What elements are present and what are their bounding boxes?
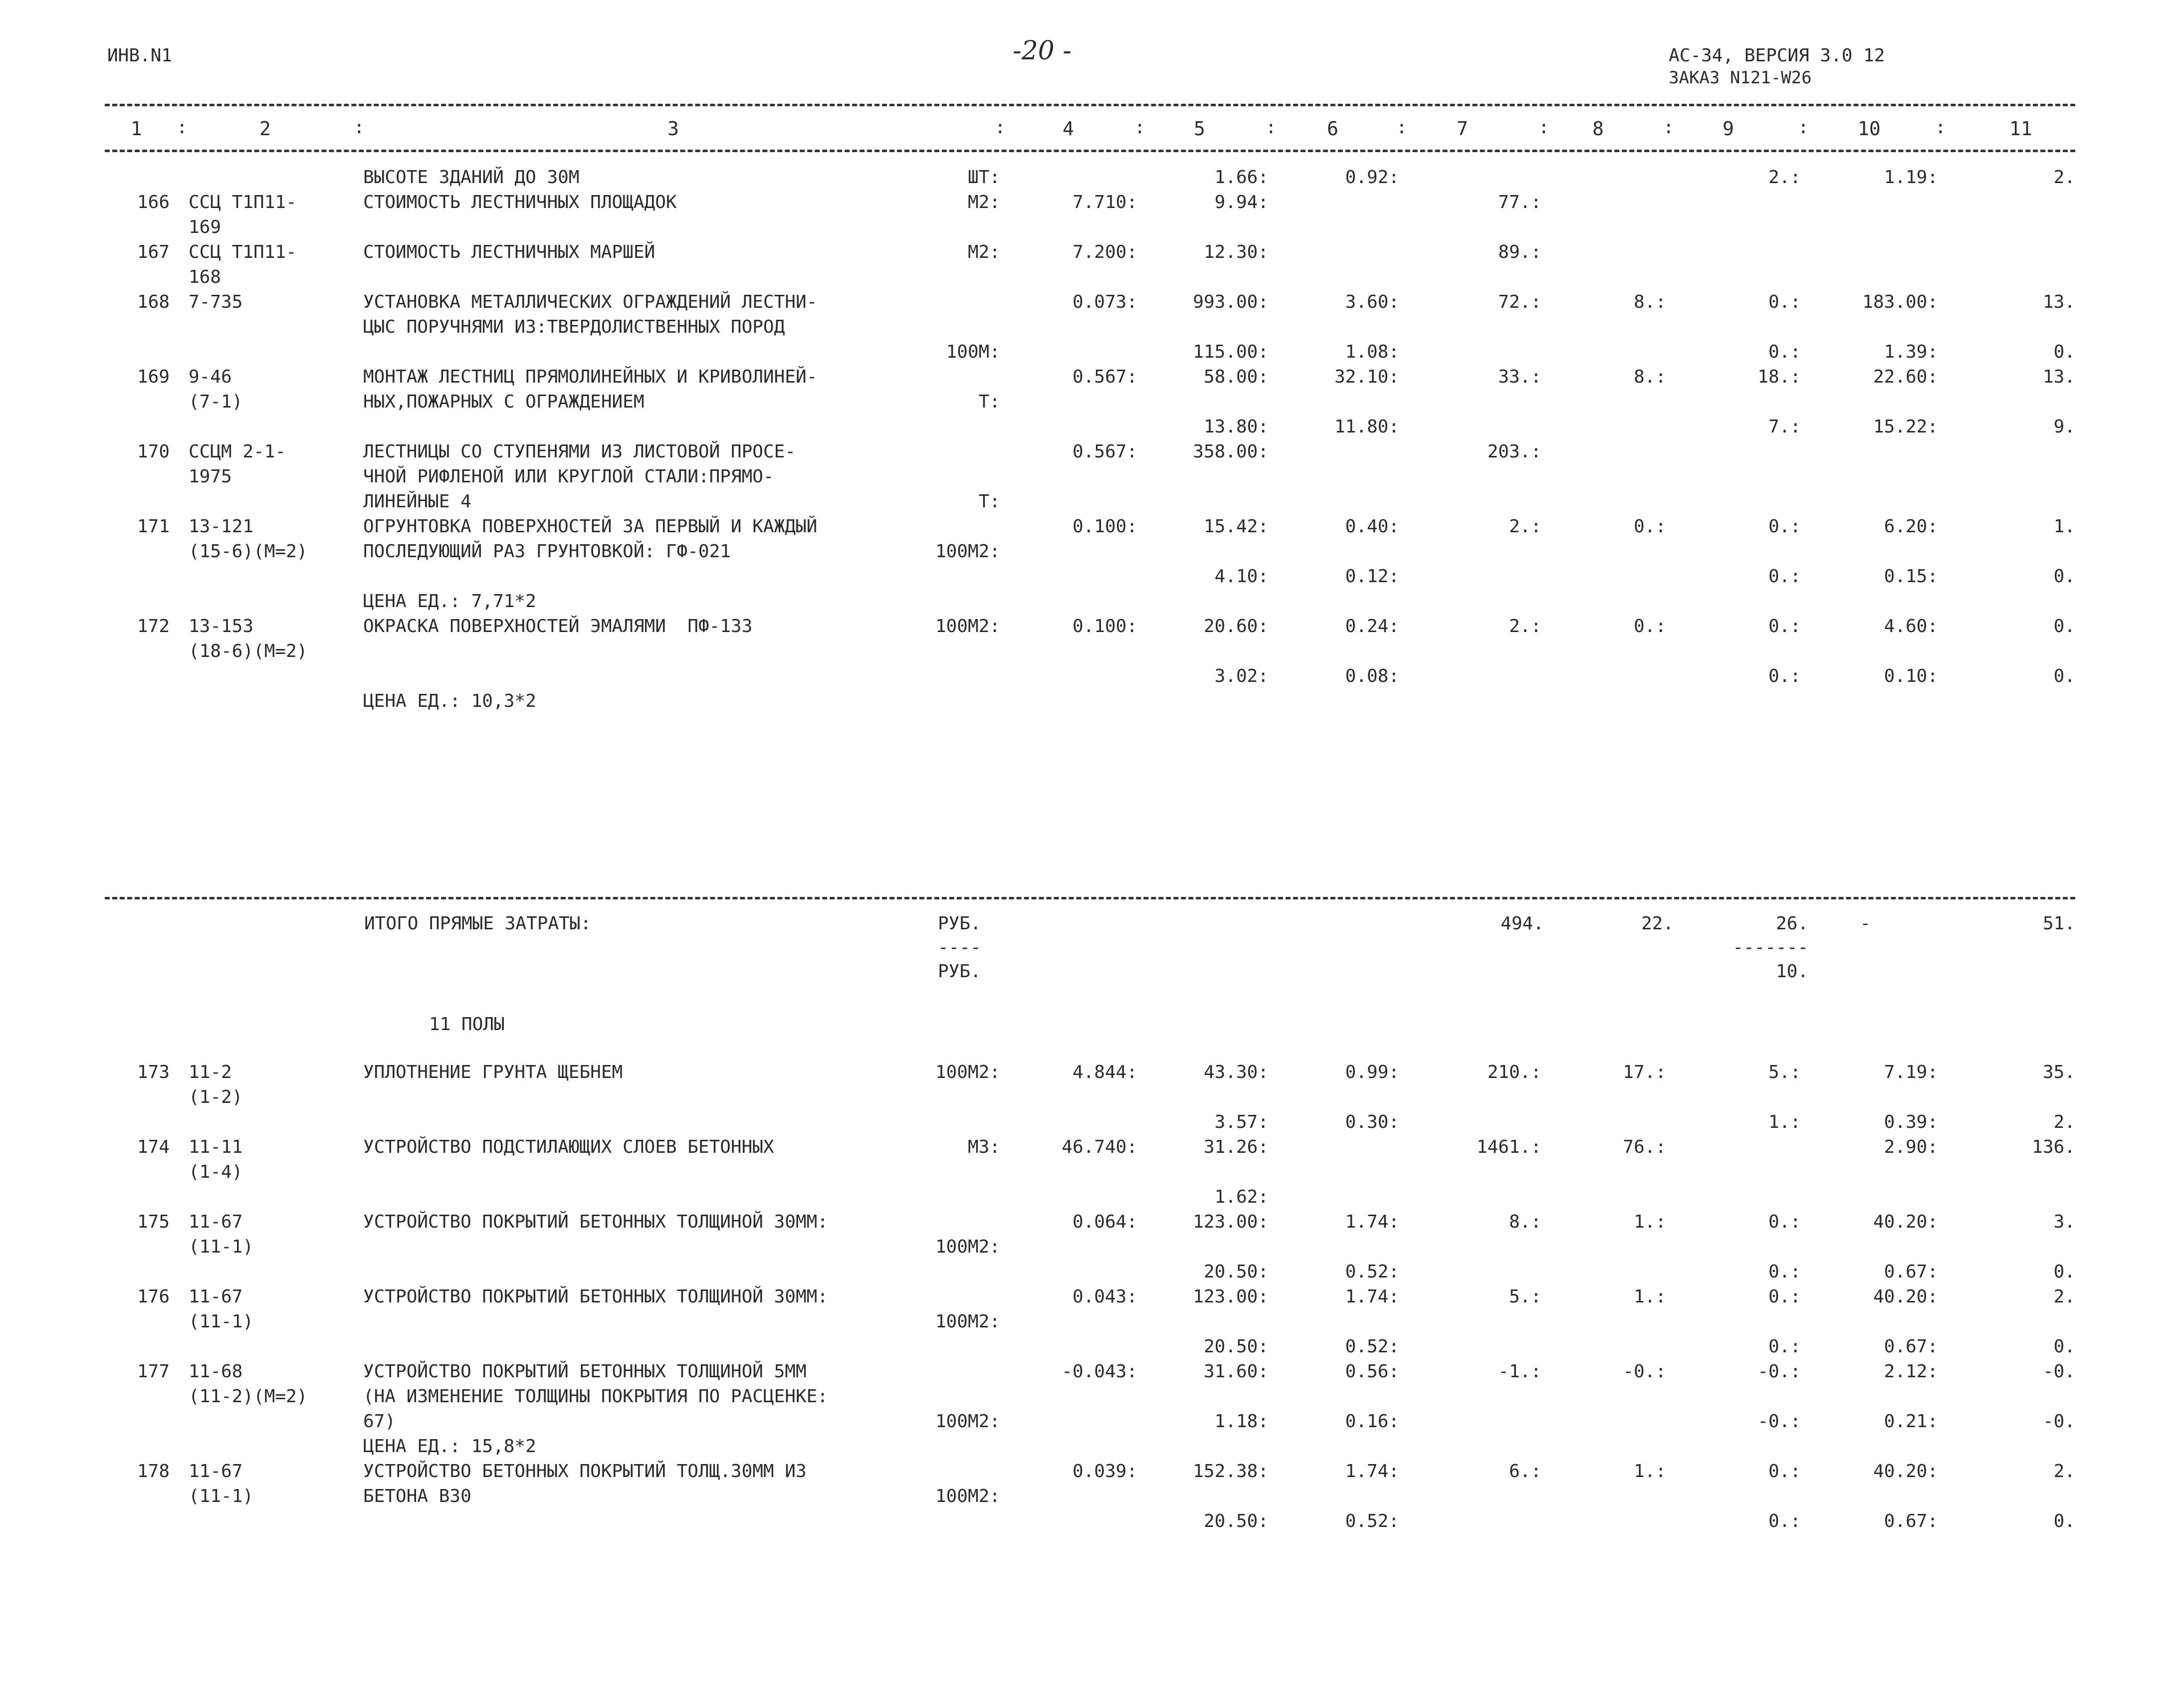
cell-col-x: 0.: (1768, 566, 1801, 587)
cell-col-w: 0.92: (1345, 167, 1399, 188)
cell-col-p: 152.38: (1193, 1461, 1269, 1482)
cell-col-z: 0. (2053, 1262, 2075, 1282)
cell-col-x: 1.: (1768, 1112, 1801, 1132)
cell-col-s: -1.: (1498, 1361, 1541, 1382)
cell-col-y: 4.60: (1884, 616, 1938, 637)
cell-col-q: 7.200: (1072, 242, 1137, 262)
cell-col-x: 5.: (1768, 1062, 1801, 1082)
work-description: ЦЕНА ЕД.: 7,71*2 (363, 591, 536, 612)
column-number: 1 (131, 118, 142, 140)
cell-col-s: 77.: (1498, 192, 1541, 213)
column-number: 11 (2009, 118, 2032, 140)
cell-col-m: 1.: (1633, 1212, 1666, 1232)
cell-col-y: 2.90: (1884, 1137, 1938, 1157)
cell-col-w: 0.12: (1345, 566, 1399, 587)
cell-col-m: 1.: (1633, 1286, 1666, 1307)
cell-col-p: 993.00: (1193, 292, 1269, 312)
column-separator: : (1266, 117, 1277, 138)
cell-col-m: 8.: (1633, 292, 1666, 312)
totals-col11: 51. (2042, 913, 2075, 934)
cell-col-y: 2.12: (1884, 1361, 1938, 1382)
cell-col-w: 1.08: (1345, 342, 1399, 362)
work-description: УСТРОЙСТВО ПОКРЫТИЙ БЕТОННЫХ ТОЛЩИНОЙ 5ММ (363, 1361, 807, 1382)
column-number: 10 (1858, 118, 1881, 140)
cell-col-p: 20.50: (1203, 1336, 1269, 1357)
inventory-label: ИНВ.N1 (107, 45, 173, 66)
cell-col-p: 20.50: (1203, 1511, 1269, 1531)
rate-code: 13-121 (189, 516, 254, 537)
order-number: ЗАКАЗ N121-W26 (1669, 68, 1812, 88)
cell-col-x: 0.: (1768, 616, 1801, 637)
totals-unit-dashes: ---- (938, 937, 981, 958)
column-separator: : (995, 117, 1006, 138)
work-description: БЕТОНА В30 (363, 1486, 471, 1506)
rate-code: (11-1) (189, 1237, 254, 1257)
cell-col-p: 12.30: (1203, 242, 1269, 262)
work-description: СТОИМОСТЬ ЛЕСТНИЧНЫХ МАРШЕЙ (363, 242, 655, 262)
cell-col-q: 0.043: (1072, 1286, 1137, 1307)
work-description: УПЛОТНЕНИЕ ГРУНТА ЩЕБНЕМ (363, 1062, 623, 1082)
cell-col-q: 0.039: (1072, 1461, 1137, 1482)
cell-col-z: 35. (2042, 1062, 2075, 1082)
rate-code: (1-4) (189, 1162, 243, 1182)
column-number: 8 (1592, 118, 1604, 140)
line-number: 169 (137, 367, 170, 387)
cell-col-p: 58.00: (1203, 367, 1269, 387)
cell-col-p: 15.42: (1203, 516, 1269, 537)
cell-col-y: 183.00: (1862, 292, 1938, 312)
unit-of-measure: ШТ: (967, 167, 1000, 188)
cell-col-q: 4.844: (1072, 1062, 1137, 1082)
cell-col-y: 40.20: (1873, 1286, 1938, 1307)
cell-col-m: 0.: (1633, 516, 1666, 537)
rate-code: ССЦМ 2-1- (189, 441, 286, 462)
line-number: 168 (137, 292, 170, 312)
rate-code: (15-6)(М=2) (189, 541, 308, 562)
cell-col-z: 2. (2053, 1286, 2075, 1307)
rate-code: 1975 (189, 466, 232, 487)
work-description: ЧНОЙ РИФЛЕНОЙ ИЛИ КРУГЛОЙ СТАЛИ:ПРЯМО- (363, 466, 774, 487)
cell-col-z: 0. (2053, 1511, 2075, 1531)
column-separator: : (177, 117, 188, 138)
line-number: 171 (137, 516, 170, 537)
cell-col-x: 7.: (1768, 417, 1801, 437)
cell-col-z: 3. (2053, 1212, 2075, 1232)
line-number: 172 (137, 616, 170, 637)
cell-col-z: 0. (2053, 616, 2075, 637)
cell-col-w: 0.52: (1345, 1262, 1399, 1282)
cell-col-p: 20.60: (1203, 616, 1269, 637)
totals-col9-second: 10. (1775, 961, 1808, 982)
cell-col-p: 9.94: (1214, 192, 1269, 213)
totals-col10: - (1860, 913, 1871, 934)
column-number: 5 (1194, 118, 1205, 140)
cell-col-x: 0.: (1768, 1286, 1801, 1307)
cell-col-m: -0.: (1623, 1361, 1666, 1382)
cell-col-y: 7.19: (1884, 1062, 1938, 1082)
cell-col-p: 1.18: (1214, 1411, 1269, 1432)
rate-code: 11-67 (189, 1286, 243, 1307)
rate-code: (18-6)(М=2) (189, 641, 308, 661)
cell-col-q: 0.567: (1072, 441, 1137, 462)
cell-col-y: 1.19: (1884, 167, 1938, 188)
line-number: 178 (137, 1461, 170, 1482)
cell-col-z: 0. (2053, 666, 2075, 686)
cell-col-m: 76.: (1623, 1137, 1666, 1157)
cell-col-s: 1461.: (1476, 1137, 1541, 1157)
rate-code: (11-1) (189, 1486, 254, 1506)
rate-code: 11-67 (189, 1461, 243, 1482)
unit-of-measure: М3: (967, 1137, 1000, 1157)
line-number: 166 (137, 192, 170, 213)
totals-label: ИТОГО ПРЯМЫЕ ЗАТРАТЫ: (364, 913, 592, 934)
column-number: 2 (259, 118, 271, 140)
cell-col-p: 43.30: (1203, 1062, 1269, 1082)
line-number: 177 (137, 1361, 170, 1382)
cell-col-w: 0.30: (1345, 1112, 1399, 1132)
cell-col-s: 2.: (1509, 616, 1541, 637)
work-description: МОНТАЖ ЛЕСТНИЦ ПРЯМОЛИНЕЙНЫХ И КРИВОЛИНЕЙ- (363, 367, 818, 387)
column-separator: : (1663, 117, 1674, 138)
cell-col-x: 0.: (1768, 1511, 1801, 1531)
cell-col-q: 0.567: (1072, 367, 1137, 387)
work-description: СТОИМОСТЬ ЛЕСТНИЧНЫХ ПЛОЩАДОК (363, 192, 677, 213)
line-number: 170 (137, 441, 170, 462)
work-description: ПОСЛЕДУЮЩИЙ РАЗ ГРУНТОВКОЙ: ГФ-021 (363, 541, 731, 562)
work-description: УСТРОЙСТВО БЕТОННЫХ ПОКРЫТИЙ ТОЛЩ.30ММ ИЗ (363, 1461, 807, 1482)
cell-col-x: -0.: (1757, 1361, 1801, 1382)
cell-col-m: 8.: (1633, 367, 1666, 387)
cell-col-p: 358.00: (1193, 441, 1269, 462)
rate-code: 11-11 (189, 1137, 243, 1157)
cell-col-z: 13. (2042, 367, 2075, 387)
cell-col-x: 0.: (1768, 516, 1801, 537)
cell-col-y: 6.20: (1884, 516, 1938, 537)
column-separator: : (354, 117, 365, 138)
cell-col-z: 2. (2053, 167, 2075, 188)
header-top-rule (105, 104, 2075, 106)
cell-col-w: 1.74: (1345, 1212, 1399, 1232)
cell-col-m: 0.: (1633, 616, 1666, 637)
work-description: УСТАНОВКА МЕТАЛЛИЧЕСКИХ ОГРАЖДЕНИЙ ЛЕСТНИ- (363, 292, 818, 312)
cell-col-x: 0.: (1768, 1336, 1801, 1357)
column-number: 3 (667, 118, 679, 140)
cell-col-p: 13.80: (1203, 417, 1269, 437)
unit-of-measure: 100М2: (935, 616, 1000, 637)
cell-col-y: 0.39: (1884, 1112, 1938, 1132)
cell-col-x: 0.: (1768, 292, 1801, 312)
cell-col-z: 2. (2053, 1112, 2075, 1132)
work-description: НЫХ,ПОЖАРНЫХ С ОГРАЖДЕНИЕМ (363, 392, 645, 412)
cell-col-q: 0.073: (1072, 292, 1137, 312)
line-number: 175 (137, 1212, 170, 1232)
rate-code: (11-1) (189, 1311, 254, 1332)
cell-col-p: 123.00: (1193, 1286, 1269, 1307)
cell-col-w: 1.74: (1345, 1461, 1399, 1482)
work-description: УСТРОЙСТВО ПОКРЫТИЙ БЕТОННЫХ ТОЛЩИНОЙ 30ММ: (363, 1286, 828, 1307)
cell-col-z: 2. (2053, 1461, 2075, 1482)
rate-code: 11-68 (189, 1361, 243, 1382)
cell-col-s: 72.: (1498, 292, 1541, 312)
cell-col-z: -0. (2042, 1411, 2075, 1432)
work-description: ЛИНЕЙНЫЕ 4 (363, 491, 471, 512)
cell-col-s: 8.: (1509, 1212, 1541, 1232)
cell-col-p: 3.02: (1214, 666, 1269, 686)
column-separator: : (1134, 117, 1145, 138)
unit-of-measure: 100М: (946, 342, 1000, 362)
cell-col-w: 11.80: (1334, 417, 1399, 437)
rate-code: 11-2 (189, 1062, 232, 1082)
unit-of-measure: 100М2: (935, 1311, 1000, 1332)
cell-col-w: 0.40: (1345, 516, 1399, 537)
line-number: 176 (137, 1286, 170, 1307)
rate-code: ССЦ Т1П11- (189, 242, 297, 262)
cell-col-y: 40.20: (1873, 1461, 1938, 1482)
line-number: 167 (137, 242, 170, 262)
cell-col-q: 0.100: (1072, 616, 1137, 637)
rate-code: (1-2) (189, 1087, 243, 1107)
rate-code: (7-1) (189, 392, 243, 412)
page-number: -20 - (1013, 36, 1072, 66)
cell-col-x: -0.: (1757, 1411, 1801, 1432)
cell-col-z: -0. (2042, 1361, 2075, 1382)
unit-of-measure: 100М2: (935, 541, 1000, 562)
totals-unit-second: РУБ. (938, 961, 981, 982)
cell-col-x: 0.: (1768, 342, 1801, 362)
cell-col-x: 0.: (1768, 666, 1801, 686)
cell-col-x: 0.: (1768, 1212, 1801, 1232)
cell-col-w: 0.99: (1345, 1062, 1399, 1082)
cell-col-p: 115.00: (1193, 342, 1269, 362)
cell-col-x: 2.: (1768, 167, 1801, 188)
rate-code: 168 (189, 267, 221, 287)
cell-col-p: 1.62: (1214, 1187, 1269, 1207)
work-description: ЦЕНА ЕД.: 15,8*2 (363, 1436, 536, 1457)
line-number: 173 (137, 1062, 170, 1082)
cell-col-p: 20.50: (1203, 1262, 1269, 1282)
cell-col-z: 0. (2053, 566, 2075, 587)
cell-col-s: 203.: (1487, 441, 1541, 462)
cell-col-q: 7.710: (1072, 192, 1137, 213)
cell-col-p: 123.00: (1193, 1212, 1269, 1232)
cell-col-p: 3.57: (1214, 1112, 1269, 1132)
cell-col-y: 0.67: (1884, 1511, 1938, 1531)
rate-code: 9-46 (189, 367, 232, 387)
cell-col-y: 1.39: (1884, 342, 1938, 362)
cell-col-y: 15.22: (1873, 417, 1938, 437)
totals-top-rule (105, 897, 2075, 899)
cell-col-y: 40.20: (1873, 1212, 1938, 1232)
cell-col-s: 33.: (1498, 367, 1541, 387)
cell-col-w: 0.52: (1345, 1511, 1399, 1531)
cell-col-q: 46.740: (1062, 1137, 1137, 1157)
rate-code: ССЦ Т1П11- (189, 192, 297, 213)
totals-col8: 22. (1641, 913, 1674, 934)
totals-unit: РУБ. (938, 913, 981, 934)
rate-code: 11-67 (189, 1212, 243, 1232)
work-description: 67) (363, 1411, 396, 1432)
unit-of-measure: М2: (967, 242, 1000, 262)
column-separator: : (1396, 117, 1407, 138)
totals-col9-dashes: ------- (1733, 937, 1808, 958)
cell-col-x: 18.: (1757, 367, 1801, 387)
cell-col-y: 0.67: (1884, 1336, 1938, 1357)
unit-of-measure: Т: (978, 491, 1000, 512)
cell-col-q: -0.043: (1062, 1361, 1137, 1382)
work-description: УСТРОЙСТВО ПОКРЫТИЙ БЕТОННЫХ ТОЛЩИНОЙ 30ММ: (363, 1212, 828, 1232)
unit-of-measure: Т: (978, 392, 1000, 412)
column-number: 7 (1457, 118, 1468, 140)
cell-col-w: 0.08: (1345, 666, 1399, 686)
cell-col-s: 6.: (1509, 1461, 1541, 1482)
cell-col-z: 1. (2053, 516, 2075, 537)
cell-col-z: 0. (2053, 1336, 2075, 1357)
cell-col-y: 22.60: (1873, 367, 1938, 387)
cell-col-q: 0.100: (1072, 516, 1137, 537)
column-number: 6 (1327, 118, 1338, 140)
rate-code: (11-2)(М=2) (189, 1386, 308, 1407)
cell-col-y: 0.21: (1884, 1411, 1938, 1432)
column-separator: : (1935, 117, 1946, 138)
column-number: 9 (1723, 118, 1734, 140)
rate-code: 7-735 (189, 292, 243, 312)
cell-col-q: 0.064: (1072, 1212, 1137, 1232)
cell-col-w: 0.16: (1345, 1411, 1399, 1432)
cell-col-s: 5.: (1509, 1286, 1541, 1307)
work-description: УСТРОЙСТВО ПОДСТИЛАЮЩИХ СЛОЕВ БЕТОННЫХ (363, 1137, 774, 1157)
cell-col-w: 0.56: (1345, 1361, 1399, 1382)
line-number: 174 (137, 1137, 170, 1157)
cell-col-p: 1.66: (1214, 167, 1269, 188)
cell-col-y: 0.15: (1884, 566, 1938, 587)
work-description: ЛЕСТНИЦЫ СО СТУПЕНЯМИ ИЗ ЛИСТОВОЙ ПРОСЕ- (363, 441, 796, 462)
unit-of-measure: 100М2: (935, 1411, 1000, 1432)
program-version: АС-34, ВЕРСИЯ 3.0 12 (1669, 45, 1885, 66)
cell-col-z: 13. (2042, 292, 2075, 312)
column-number: 4 (1063, 118, 1074, 140)
work-description: (НА ИЗМЕНЕНИЕ ТОЛЩИНЫ ПОКРЫТИЯ ПО РАСЦЕНКЕ: (363, 1386, 828, 1407)
cell-col-x: 0.: (1768, 1262, 1801, 1282)
work-description: ВЫСОТЕ ЗДАНИЙ ДО 30М (363, 167, 580, 188)
work-description: ОКРАСКА ПОВЕРХНОСТЕЙ ЭМАЛЯМИ ПФ-133 (363, 616, 753, 637)
cell-col-y: 0.10: (1884, 666, 1938, 686)
unit-of-measure: М2: (967, 192, 1000, 213)
cell-col-w: 1.74: (1345, 1286, 1399, 1307)
cell-col-z: 9. (2053, 417, 2075, 437)
cell-col-w: 0.24: (1345, 616, 1399, 637)
cell-col-z: 0. (2053, 342, 2075, 362)
work-description: ОГРУНТОВКА ПОВЕРХНОСТЕЙ ЗА ПЕРВЫЙ И КАЖДЫЙ (363, 516, 818, 537)
work-description: ЦЕНА ЕД.: 10,3*2 (363, 691, 536, 711)
cell-col-w: 3.60: (1345, 292, 1399, 312)
unit-of-measure: 100М2: (935, 1486, 1000, 1506)
totals-col7: 494. (1501, 913, 1544, 934)
cell-col-m: 17.: (1623, 1062, 1666, 1082)
rate-code: 13-153 (189, 616, 254, 637)
cell-col-p: 31.60: (1203, 1361, 1269, 1382)
column-separator: : (1798, 117, 1809, 138)
column-separator: : (1538, 117, 1549, 138)
cell-col-y: 0.67: (1884, 1262, 1938, 1282)
unit-of-measure: 100М2: (935, 1062, 1000, 1082)
work-description: ЦЫС ПОРУЧНЯМИ ИЗ:ТВЕРДОЛИСТВЕННЫХ ПОРОД (363, 317, 785, 337)
cell-col-p: 4.10: (1214, 566, 1269, 587)
cell-col-m: 1.: (1633, 1461, 1666, 1482)
cell-col-s: 2.: (1509, 516, 1541, 537)
section-title: 11 ПОЛЫ (429, 1014, 505, 1035)
rate-code: 169 (189, 217, 221, 237)
totals-col9: 26. (1775, 913, 1808, 934)
cell-col-x: 0.: (1768, 1461, 1801, 1482)
cell-col-s: 89.: (1498, 242, 1541, 262)
header-bottom-rule (105, 150, 2075, 152)
cell-col-w: 32.10: (1334, 367, 1399, 387)
cell-col-w: 0.52: (1345, 1336, 1399, 1357)
cell-col-z: 136. (2032, 1137, 2075, 1157)
cell-col-p: 31.26: (1203, 1137, 1269, 1157)
unit-of-measure: 100М2: (935, 1237, 1000, 1257)
cell-col-s: 210.: (1487, 1062, 1541, 1082)
